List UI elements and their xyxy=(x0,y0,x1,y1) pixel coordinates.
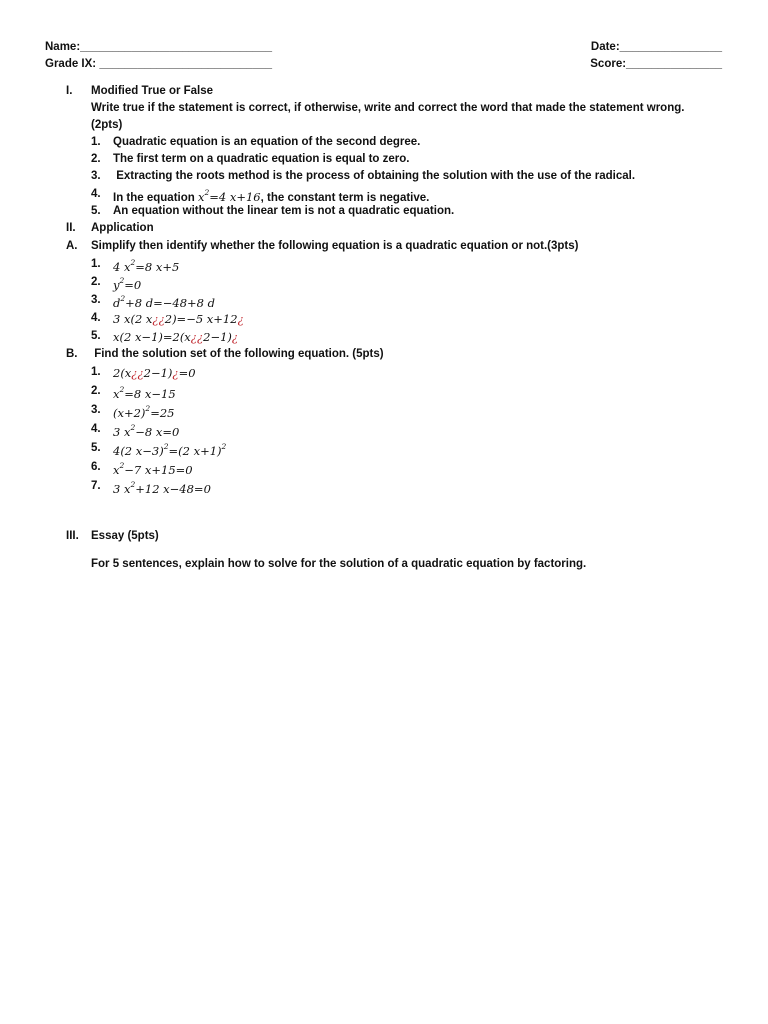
section-3-numeral: III. xyxy=(66,530,79,542)
name-field: Name:______________________________ xyxy=(45,41,273,53)
a-item-3-number: 3. xyxy=(91,294,101,306)
header-row-2 xyxy=(45,58,722,70)
b-item-7-number: 7. xyxy=(91,480,101,492)
b-item-3-equation: $(x+2)^2=25$ xyxy=(113,404,175,420)
section-2-title: Application xyxy=(91,222,154,234)
part-a-letter: A. xyxy=(66,240,78,252)
part-b-letter: B. xyxy=(66,348,78,360)
header-row-1 xyxy=(45,41,722,53)
section-1-instructions: Write true if the statement is correct, if otherwise, write and correct the word that made the statement wrong. xyxy=(91,102,685,114)
tf-item-3-number: 3. xyxy=(91,170,101,182)
b-item-5-equation: 4(2 x−3)$^2$=(2 x+1)$^2$ xyxy=(113,442,227,458)
a-item-2-equation: $y^2=0$ xyxy=(113,276,142,292)
a-item-1-number: 1. xyxy=(91,258,101,270)
essay-prompt: For 5 sentences, explain how to solve for the solution of a quadratic equation by factoring. xyxy=(91,558,587,570)
b-item-1-equation: 2(x¿¿2−1)¿=0 xyxy=(113,366,196,380)
section-2-numeral: II. xyxy=(66,222,76,234)
tf-item-3-text: Extracting the roots method is the process of obtaining the solution with the use of the radical. xyxy=(113,170,636,182)
a-item-1-equation: 4 $x^2=8$ x+5 xyxy=(113,258,180,274)
a-item-5-equation: x(2 x−1)=2(x¿¿2−1)¿ xyxy=(113,330,239,344)
tf-item-2-text: The first term on a quadratic equation is equal to zero. xyxy=(113,153,410,165)
section-1-points: (2pts) xyxy=(91,119,123,131)
tf-item-1-text: Quadratic equation is an equation of the second degree. xyxy=(113,136,421,148)
section-3-title: Essay (5pts) xyxy=(91,530,159,542)
b-item-4-equation: 3 $x^2-8$ x=0 xyxy=(113,423,180,439)
b-item-3-number: 3. xyxy=(91,404,101,416)
b-item-1-number: 1. xyxy=(91,366,101,378)
part-b-title: Find the solution set of the following equation. (5pts) xyxy=(91,348,384,360)
b-item-7-equation: 3 $x^2+12$ x−48=0 xyxy=(113,480,211,496)
b-item-6-equation: $x^2-7$ x+15=0 xyxy=(113,461,193,477)
tf-item-4-post: , the constant term is negative. xyxy=(260,192,430,204)
tf-item-5-text: An equation without the linear tem is not a quadratic equation. xyxy=(113,205,455,217)
date-field: Date:________________ xyxy=(590,41,722,53)
a-item-4-equation: 3 x(2 x¿¿2)=−5 x+12¿ xyxy=(113,312,244,326)
tf-item-4-text xyxy=(113,188,429,204)
tf-item-5-number: 5. xyxy=(91,205,101,217)
tf-item-4-pre: In the equation xyxy=(113,192,198,204)
b-item-2-equation: $x^2=8$ x−15 xyxy=(113,385,176,401)
tf-item-4-number: 4. xyxy=(91,188,101,200)
section-1-numeral: I. xyxy=(66,85,73,97)
tf-item-2-number: 2. xyxy=(91,153,101,165)
a-item-3-equation: $d^2+8$ d=−48+8 d xyxy=(113,294,215,310)
a-item-2-number: 2. xyxy=(91,276,101,288)
score-field: Score:_______________ xyxy=(590,58,722,70)
tf-item-4-equation: $x^2=4$ x+16 xyxy=(197,188,261,204)
b-item-5-number: 5. xyxy=(91,442,101,454)
section-1-title: Modified True or False xyxy=(91,85,214,97)
a-item-4-number: 4. xyxy=(91,312,101,324)
b-item-6-number: 6. xyxy=(91,461,101,473)
grade-field: Grade IX: ___________________________ xyxy=(45,58,273,70)
tf-item-1-number: 1. xyxy=(91,136,101,148)
b-item-4-number: 4. xyxy=(91,423,101,435)
a-item-5-number: 5. xyxy=(91,330,101,342)
part-a-title: Simplify then identify whether the following equation is a quadratic equation or not.(3pts) xyxy=(91,240,579,252)
b-item-2-number: 2. xyxy=(91,385,101,397)
